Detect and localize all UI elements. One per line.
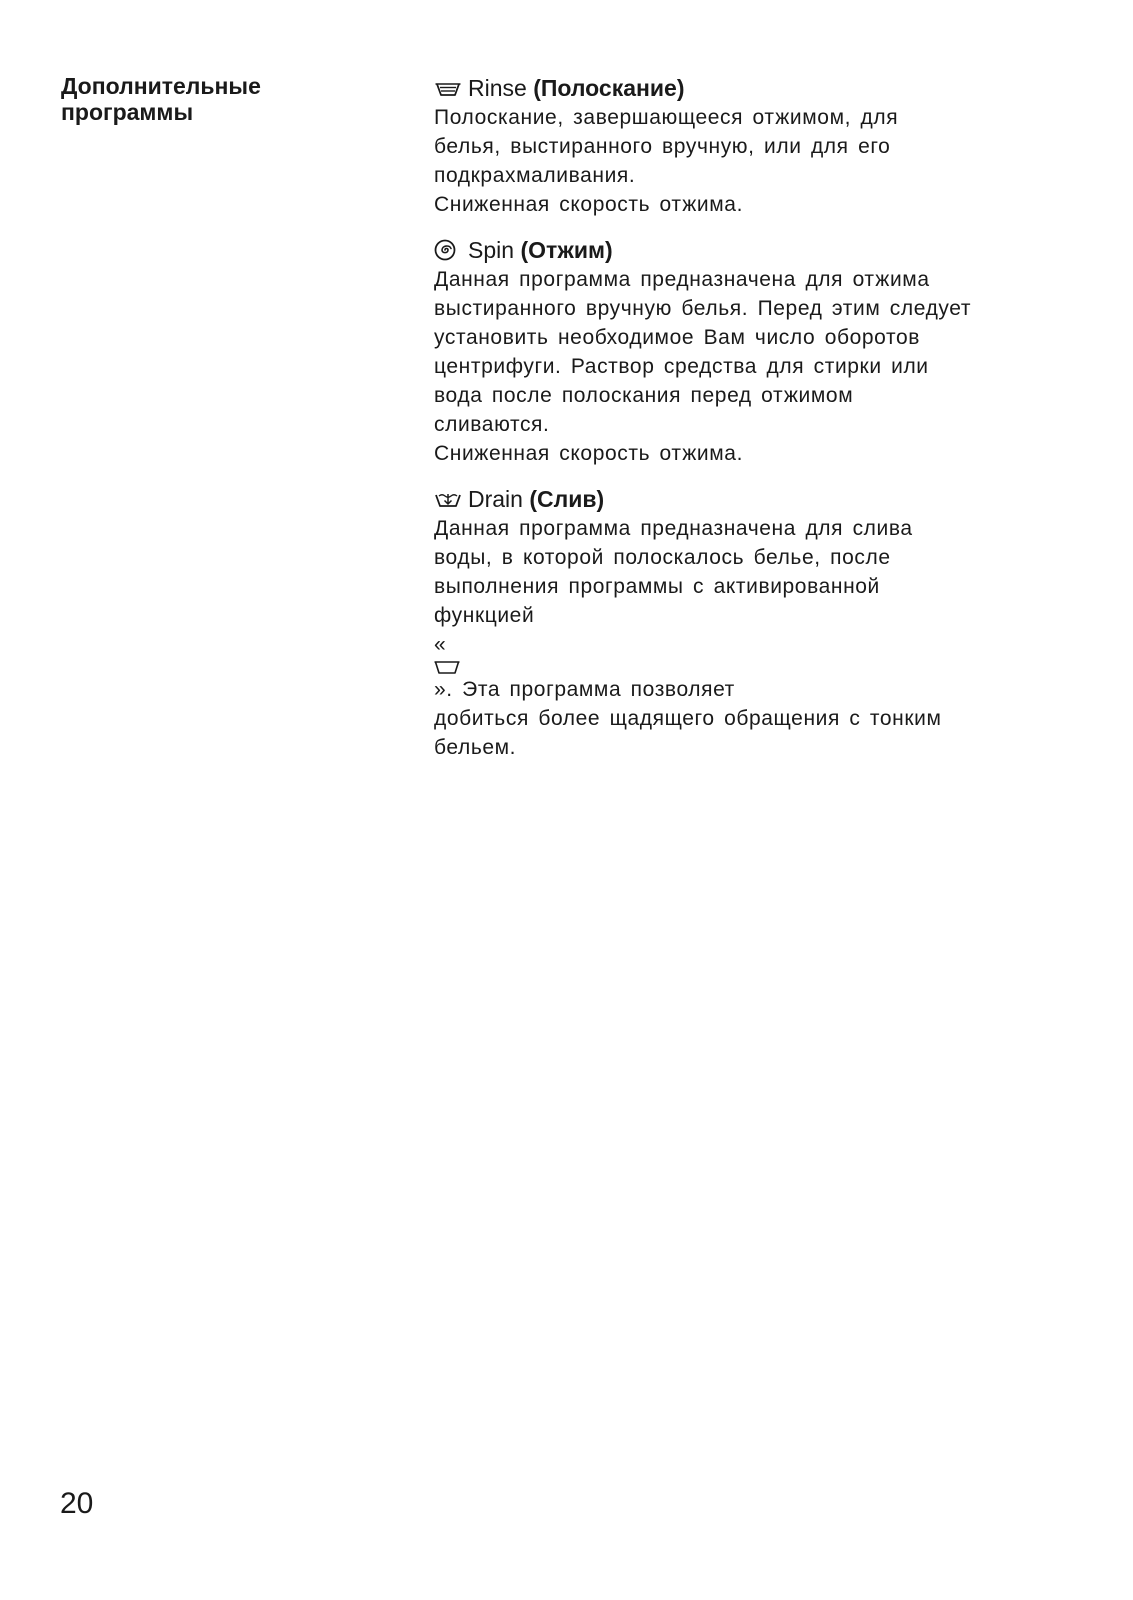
section-title-en: Rinse <box>468 75 527 101</box>
sidebar-title-line: Дополнительные <box>61 73 261 99</box>
text-line: Сниженная скорость отжима. <box>434 442 744 465</box>
section-text <box>434 103 1074 219</box>
section-text <box>434 514 1074 762</box>
text-line-with-icon <box>434 601 1074 704</box>
section-heading <box>434 235 1074 265</box>
section-rinse <box>434 73 1074 219</box>
page-number: 20 <box>60 1487 94 1520</box>
text-fragment: функцией <box>434 604 535 627</box>
section-title-ru: (Полоскание) <box>533 75 685 101</box>
content-column <box>434 73 1074 778</box>
sidebar-title <box>61 73 381 125</box>
basin-icon <box>434 659 460 675</box>
text-line: вода после полоскания перед отжимом <box>434 384 854 407</box>
text-line: воды, в которой полоскалось белье, после <box>434 546 891 569</box>
section-text <box>434 265 1074 468</box>
text-line: подкрахмаливания. <box>434 164 636 187</box>
text-line: центрифуги. Раствор средства для стирки или <box>434 355 929 378</box>
text-line: выполнения программы с активированной <box>434 575 880 598</box>
text-line: установить необходимое Вам число оборотов <box>434 326 920 349</box>
text-line: белья, выстиранного вручную, или для его <box>434 135 891 158</box>
text-line: Данная программа предназначена для слива <box>434 517 913 540</box>
text-line: Данная программа предназначена для отжима <box>434 268 930 291</box>
quote-open: « <box>434 633 447 656</box>
spin-icon <box>434 238 462 262</box>
section-drain <box>434 484 1074 762</box>
text-fragment: ». Эта программа позволяет <box>434 678 735 701</box>
text-line: сливаются. <box>434 413 550 436</box>
section-title-ru: (Отжим) <box>520 237 613 263</box>
text-line: Сниженная скорость отжима. <box>434 193 744 216</box>
section-title-en: Drain <box>468 486 523 512</box>
text-line: выстиранного вручную белья. Перед этим следует <box>434 297 972 320</box>
section-spin <box>434 235 1074 468</box>
text-line: добиться более щадящего обращения с тонким <box>434 707 942 730</box>
drain-icon <box>434 487 462 511</box>
text-line: бельем. <box>434 736 517 759</box>
sidebar-title-line: программы <box>61 99 194 125</box>
section-title-en: Spin <box>468 237 515 263</box>
section-title-ru: (Слив) <box>529 486 605 512</box>
section-heading <box>434 484 1074 514</box>
section-heading <box>434 73 1074 103</box>
text-line: Полоскание, завершающееся отжимом, для <box>434 106 899 129</box>
rinse-icon <box>434 76 462 100</box>
